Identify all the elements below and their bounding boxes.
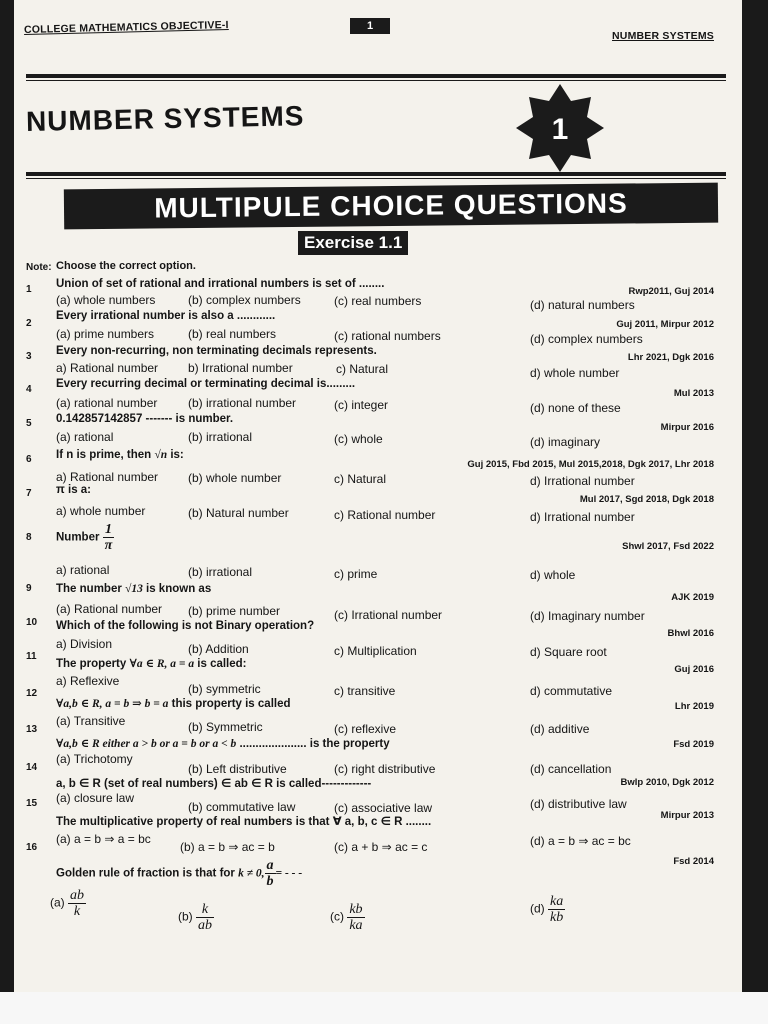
divider-mid-thick <box>26 172 726 176</box>
question-text-part: is called: <box>194 658 247 670</box>
option-c: c) transitive <box>334 684 396 698</box>
option-c: (c) whole <box>334 432 383 446</box>
option-c: (c) real numbers <box>334 294 422 308</box>
option-c: c) Natural <box>334 472 387 486</box>
question-number: 14 <box>26 762 38 773</box>
option-d: d) Irrational number <box>530 474 635 488</box>
option-d: (d) a = b ⇒ ac = bc <box>530 834 631 848</box>
question-text: π is a: <box>56 484 92 496</box>
option-label: (a) <box>50 895 65 910</box>
fraction <box>347 902 364 933</box>
option-a: a) whole number <box>56 504 146 518</box>
exercise-label: Exercise 1.1 <box>298 231 408 255</box>
option-a: (a) Rational number <box>56 602 163 616</box>
exam-reference: Lhr 2019 <box>674 701 714 712</box>
option-c <box>330 902 365 933</box>
fraction-numerator: 1 <box>103 522 115 538</box>
note-label: Note: <box>26 262 52 273</box>
option-a: (a) Transitive <box>56 714 126 728</box>
fraction-denominator: k <box>73 904 81 919</box>
exam-reference: Shwl 2017, Fsd 2022 <box>622 541 714 552</box>
question-text-part: Number <box>56 531 100 544</box>
question-number: 11 <box>26 651 37 662</box>
question-number: 6 <box>26 454 32 465</box>
question-text: a, b ∈ R (set of real numbers) ∈ ab ∈ R is called------------- <box>56 778 372 790</box>
exam-reference: Mirpur 2013 <box>660 810 714 821</box>
question-text <box>56 736 390 750</box>
divider-mid-thin <box>26 178 726 179</box>
question-text: Every irrational number is also a ............ <box>56 310 276 322</box>
math-expression: ∀a,b ∈ R either a > b or a = b or a < b <box>56 738 237 750</box>
option-a: a) Rational number <box>56 361 159 375</box>
option-b: (b) a = b ⇒ ac = b <box>180 840 275 854</box>
question-text <box>56 583 211 595</box>
option-label: (b) <box>178 909 193 924</box>
option-d: (d) complex numbers <box>530 332 643 346</box>
exam-reference: Rwp2011, Guj 2014 <box>628 286 714 297</box>
option-d: d) whole <box>530 568 576 582</box>
question-text-part: is known as <box>142 583 212 595</box>
exam-reference: Guj 2011, Mirpur 2012 <box>616 319 714 330</box>
option-c: c) Multiplication <box>334 644 417 658</box>
option-a: (a) prime numbers <box>56 327 155 341</box>
exam-reference: Bhwl 2016 <box>667 628 714 639</box>
question-text-part: is: <box>167 449 184 461</box>
question-text-part: The property <box>56 658 130 670</box>
option-b: (b) irrational <box>188 430 253 444</box>
option-b: (b) whole number <box>188 471 282 485</box>
option-b: (b) real numbers <box>188 327 277 341</box>
option-c: c) Rational number <box>334 508 436 522</box>
option-c: c) Natural <box>336 362 389 376</box>
fraction <box>68 888 86 919</box>
option-a: (a) whole numbers <box>56 293 156 307</box>
question-number: 15 <box>26 798 38 809</box>
question-text: The multiplicative property of real numbers is that ∀ a, b, c ∈ R ........ <box>56 816 432 828</box>
running-header-left: COLLEGE MATHEMATICS OBJECTIVE-I <box>23 18 229 36</box>
page-bottom-margin <box>0 992 768 1024</box>
option-label: (d) <box>530 901 545 916</box>
option-c: c) prime <box>334 567 378 581</box>
option-b: (b) Natural number <box>188 506 289 520</box>
option-d: (d) cancellation <box>530 762 612 776</box>
chapter-number: 1 <box>551 113 569 146</box>
option-c: (c) rational numbers <box>334 329 441 343</box>
option-b <box>178 902 214 933</box>
option-a: (a) rational <box>56 430 114 444</box>
fraction-denominator: ab <box>198 918 213 933</box>
page-number: 1 <box>350 18 390 34</box>
question-number: 9 <box>26 583 32 594</box>
option-c: (c) right distributive <box>334 762 436 776</box>
math-expression: √n <box>154 449 168 461</box>
divider-top-thin <box>26 80 726 81</box>
running-header-right: NUMBER SYSTEMS <box>612 30 714 42</box>
option-d: (d) none of these <box>530 401 621 415</box>
option-a: a) Division <box>56 637 113 651</box>
exam-reference: Mul 2013 <box>673 388 714 399</box>
option-c: (c) integer <box>334 398 389 412</box>
question-text: Union of set of rational and irrational numbers is set of ........ <box>56 278 385 290</box>
option-a: a) Reflexive <box>56 674 120 688</box>
math-expression: √13 <box>125 583 143 595</box>
section-title-bar: MULTIPULE CHOICE QUESTIONS <box>64 183 718 230</box>
option-d: (d) Imaginary number <box>530 609 645 623</box>
book-page <box>14 0 742 992</box>
divider-top-thick <box>26 74 726 78</box>
option-a <box>50 888 86 919</box>
option-d: d) Irrational number <box>530 510 635 524</box>
question-number: 8 <box>26 532 32 543</box>
option-c: (c) reflexive <box>334 722 397 736</box>
option-a: a) rational <box>56 563 110 577</box>
option-b: (b) irrational number <box>188 396 297 410</box>
question-text <box>56 449 184 461</box>
option-a: a) Rational number <box>56 470 159 484</box>
question-text <box>56 656 247 670</box>
exam-reference: Guj 2016 <box>674 664 714 675</box>
chapter-number-badge <box>514 82 606 174</box>
exam-reference: Fsd 2014 <box>673 856 714 867</box>
question-number: 1 <box>26 284 32 295</box>
option-c: (c) Irrational number <box>334 608 443 622</box>
fraction-numerator: k <box>196 902 214 918</box>
question-number: 4 <box>26 384 32 395</box>
question-text-part: ..................... is the property <box>236 738 390 750</box>
option-a: (a) Trichotomy <box>56 752 133 766</box>
chapter-title: NUMBER SYSTEMS <box>25 100 305 137</box>
question-number: 13 <box>26 724 38 735</box>
question-text: Which of the following is not Binary operation? <box>56 620 315 632</box>
option-d: d) whole number <box>530 366 620 380</box>
option-a: (a) rational number <box>56 396 158 410</box>
question-text-part: Golden rule of fraction is that for <box>56 867 239 880</box>
question-text: 0.142857142857 ------- is number. <box>56 413 234 425</box>
option-d: (d) imaginary <box>530 435 601 449</box>
fraction <box>265 858 276 889</box>
question-text <box>56 522 114 553</box>
fraction <box>196 902 214 933</box>
fraction-numerator: ab <box>70 888 85 903</box>
question-number: 16 <box>26 842 38 853</box>
question-text-part: The number <box>56 583 126 595</box>
option-b: (b) Addition <box>188 642 249 656</box>
exam-reference: Bwlp 2010, Dgk 2012 <box>620 777 714 788</box>
option-b: (b) Left distributive <box>188 762 287 776</box>
question-text-part: If n is prime, then <box>56 449 155 461</box>
question-number: 12 <box>26 688 38 699</box>
option-c: (c) a + b ⇒ ac = c <box>334 840 428 854</box>
math-expression: ∀a ∈ R, a = a <box>129 658 195 670</box>
option-b: (b) prime number <box>188 604 281 618</box>
question-text <box>56 696 291 710</box>
exam-reference: AJK 2019 <box>671 592 714 603</box>
option-d: (d) natural numbers <box>530 298 635 312</box>
exam-reference: Lhr 2021, Dgk 2016 <box>627 352 714 363</box>
option-a: (a) a = b ⇒ a = bc <box>56 832 151 846</box>
question-text: Every recurring decimal or terminating decimal is......... <box>56 378 356 390</box>
fraction-denominator: π <box>104 538 113 553</box>
option-d: d) commutative <box>530 684 613 698</box>
question-number: 2 <box>26 318 32 329</box>
fraction-numerator: kb <box>349 902 363 917</box>
option-d <box>530 894 565 925</box>
question-number: 3 <box>26 351 32 362</box>
question-text-part: this property is called <box>168 698 291 710</box>
option-d: (d) additive <box>530 722 590 736</box>
exam-reference: Fsd 2019 <box>673 739 714 750</box>
fraction-denominator: ka <box>349 918 363 933</box>
math-expression: = - - - <box>275 867 303 880</box>
question-number: 7 <box>26 488 32 499</box>
option-d: d) Square root <box>530 645 607 659</box>
math-expression: k ≠ 0, <box>238 867 265 880</box>
exam-reference: Mirpur 2016 <box>660 422 714 433</box>
fraction-numerator: ka <box>550 894 564 909</box>
question-number: 5 <box>26 418 32 429</box>
option-a: (a) closure law <box>56 791 135 805</box>
exam-reference: Guj 2015, Fbd 2015, Mul 2015,2018, Dgk 2017, Lhr 2018 <box>467 459 714 470</box>
option-b: b) Irrational number <box>188 361 293 375</box>
option-b: (b) commutative law <box>188 800 296 814</box>
option-b: (b) complex numbers <box>188 293 301 307</box>
note-text: Choose the correct option. <box>56 260 196 272</box>
option-b: (b) symmetric <box>188 682 261 696</box>
fraction-denominator: kb <box>550 910 564 925</box>
option-label: (c) <box>330 909 344 924</box>
question-number: 10 <box>26 617 38 628</box>
option-b: (b) Symmetric <box>188 720 263 734</box>
option-d: (d) distributive law <box>530 797 627 811</box>
fraction <box>548 894 565 925</box>
option-b: (b) irrational <box>188 565 253 579</box>
question-text <box>56 858 302 889</box>
math-expression: ∀a,b ∈ R, a = b ⇒ b = a <box>56 698 169 710</box>
fraction-denominator: b <box>266 874 274 889</box>
fraction-numerator: a <box>266 858 274 873</box>
fraction <box>103 522 115 553</box>
option-c: (c) associative law <box>334 801 433 815</box>
question-text: Every non-recurring, non terminating decimals represents. <box>56 345 377 357</box>
exam-reference: Mul 2017, Sgd 2018, Dgk 2018 <box>579 494 714 505</box>
